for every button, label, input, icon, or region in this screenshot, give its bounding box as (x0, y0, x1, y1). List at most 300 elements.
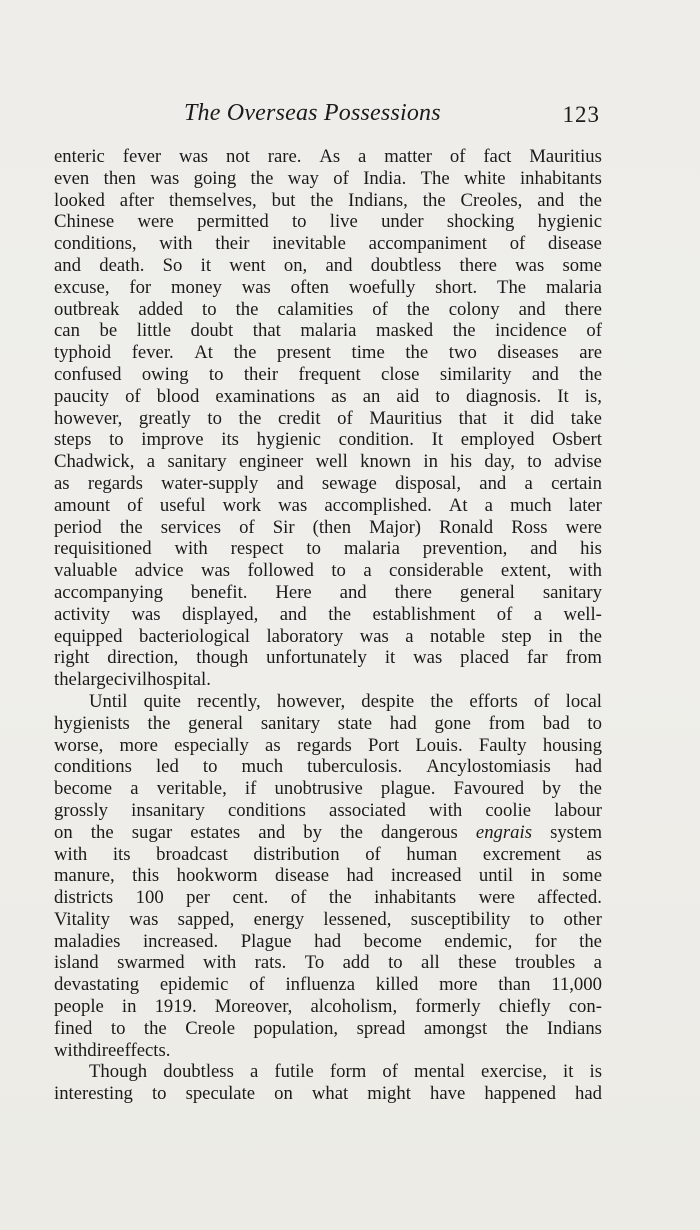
text-word: day, (484, 451, 515, 473)
text-word: Port (368, 734, 400, 756)
text-word: with (174, 538, 208, 560)
text-word: the (233, 342, 257, 364)
text-word: speculate (185, 1083, 256, 1105)
text-word: sugar (131, 821, 173, 843)
text-word: Mauritius (369, 407, 442, 429)
text-word: and (325, 254, 353, 276)
text-word: island (54, 952, 99, 974)
text-word: dangerous (381, 821, 458, 843)
text-word: effects. (116, 1039, 171, 1061)
text-word: confused (54, 363, 122, 385)
text-line (54, 386, 602, 408)
text-word: activity (54, 603, 111, 625)
text-word: from (488, 712, 525, 734)
text-word: then (103, 167, 136, 189)
text-word: is, (584, 385, 602, 407)
text-word: placed (460, 647, 509, 669)
text-word: the (119, 516, 143, 538)
text-word: considerable (389, 560, 484, 582)
text-word: It (431, 429, 444, 451)
text-word: his (450, 451, 473, 473)
text-word: human (406, 843, 458, 865)
text-word: direction, (107, 647, 179, 669)
text-word: a (358, 146, 367, 167)
text-word: the (328, 887, 352, 909)
text-word: unobtrusive (274, 778, 363, 800)
text-word: had (389, 712, 417, 734)
text-word: 11,000 (551, 974, 602, 996)
body-text (54, 146, 602, 1105)
text-word: and (54, 254, 81, 276)
text-word: permitted (197, 211, 269, 233)
text-word: exercise, (481, 1061, 547, 1083)
text-word: and (530, 538, 558, 560)
text-word: bacteriological (138, 625, 250, 647)
text-word: Sir (272, 516, 295, 538)
text-word: especially (174, 734, 249, 756)
text-word: its (112, 843, 131, 865)
text-word: broadcast (156, 843, 228, 865)
text-word: coolie (485, 799, 532, 821)
text-word: masked (376, 320, 434, 342)
text-word: these (458, 952, 497, 974)
text-line (54, 495, 602, 517)
text-word: work (222, 494, 262, 516)
text-word: engineer (238, 451, 304, 473)
text-word: the (54, 669, 77, 691)
running-head (54, 100, 602, 132)
text-word: and (518, 298, 546, 320)
text-word: led (155, 756, 179, 778)
text-word: certain (551, 472, 602, 494)
text-word: to (527, 451, 542, 473)
text-word: aid (396, 385, 420, 407)
text-word: that (252, 320, 281, 342)
text-word: doubtless (163, 1061, 234, 1083)
text-word: to (109, 429, 124, 451)
text-word: formerly (415, 996, 481, 1018)
text-word: a (146, 451, 156, 473)
text-word: a (363, 560, 372, 582)
text-word: the (340, 821, 363, 843)
text-word: was (129, 908, 159, 930)
text-word: epidemic (159, 974, 229, 996)
text-word: diseases (497, 342, 559, 364)
text-word: matter (384, 146, 432, 167)
text-word: white (464, 167, 506, 189)
text-word: it (200, 254, 212, 276)
text-word: with (202, 952, 237, 974)
text-word: added (138, 298, 184, 320)
text-word: system (550, 821, 602, 843)
text-word: the (235, 298, 259, 320)
text-word: the (579, 930, 602, 952)
text-line (54, 211, 602, 233)
text-word: and (276, 472, 304, 494)
text-word: laboratory (266, 625, 344, 647)
text-word: known (360, 451, 412, 473)
text-word: general (459, 581, 515, 603)
text-word: form (329, 1061, 367, 1083)
text-word: greatly (138, 407, 191, 429)
text-word: on (54, 821, 73, 843)
text-word: shocking (446, 211, 515, 233)
text-word: their (215, 233, 250, 255)
text-line (54, 582, 602, 604)
text-word: to (306, 538, 321, 560)
text-word: insanitary (131, 799, 205, 821)
text-word: a (405, 625, 414, 647)
text-line (54, 800, 602, 822)
text-line (54, 626, 602, 648)
text-word: housing (542, 734, 602, 756)
text-word: it (503, 407, 514, 429)
text-word: however, (276, 690, 346, 712)
text-word: malaria (300, 320, 357, 342)
text-word: The (420, 167, 450, 189)
text-word: accomplished. (324, 494, 432, 516)
text-word: troubles (515, 952, 576, 974)
text-word: its (221, 429, 239, 451)
text-line (54, 974, 602, 996)
text-word: condition. (338, 429, 414, 451)
text-line (54, 429, 602, 451)
text-word: the (147, 712, 171, 734)
text-word: excrement (482, 843, 561, 865)
text-word: is (589, 1061, 602, 1083)
text-word: sanitary (542, 581, 602, 603)
text-word: on (274, 1083, 293, 1105)
text-word: present (276, 342, 331, 364)
text-word: to (202, 756, 218, 778)
text-word: of (127, 494, 143, 516)
text-line (54, 255, 602, 277)
text-word: it (384, 647, 396, 669)
text-word: some (562, 254, 602, 276)
text-word: dire (87, 1039, 117, 1061)
text-word: killed (375, 974, 419, 996)
text-line (54, 451, 602, 473)
text-word: valuable (54, 560, 118, 582)
text-word: if (244, 778, 257, 800)
text-word: accompanying (54, 581, 163, 603)
text-word: engrais (475, 821, 532, 843)
text-word: employed (460, 429, 535, 451)
text-word: prevention, (422, 538, 508, 560)
text-word: 1919. (154, 996, 197, 1018)
text-word: sapped, (177, 908, 235, 930)
text-word: was (278, 494, 308, 516)
text-word: At (194, 342, 213, 364)
text-word: far (526, 647, 548, 669)
text-word: conditions, (54, 233, 137, 255)
text-word: that (458, 407, 487, 429)
text-word: energy (253, 908, 305, 930)
text-line (54, 320, 602, 342)
text-word: a (533, 603, 543, 625)
text-word: more (439, 974, 478, 996)
text-word: this (132, 865, 160, 887)
text-word: as (586, 843, 602, 865)
text-word: blood (156, 385, 200, 407)
text-word: to (587, 712, 602, 734)
text-word: the (579, 189, 602, 211)
text-word: death. (99, 254, 145, 276)
text-line (54, 822, 602, 844)
text-word: from (565, 647, 602, 669)
text-word: state (337, 712, 373, 734)
text-word: of (337, 407, 353, 429)
text-word: did (530, 407, 555, 429)
text-word: incidence (495, 320, 567, 342)
text-word: influenza (285, 974, 356, 996)
text-word: distribution (253, 843, 340, 865)
text-word: civil (113, 669, 148, 691)
text-word: accompaniment (368, 233, 487, 255)
text-word: were (478, 887, 515, 909)
text-word: districts (54, 887, 114, 909)
text-word: Mauritius (529, 146, 602, 167)
text-word: general (188, 712, 244, 734)
text-word: their (243, 363, 279, 385)
text-word: by (542, 778, 561, 800)
text-word: hookworm (176, 865, 258, 887)
text-word: the (90, 821, 114, 843)
text-word: calamities (277, 298, 354, 320)
text-word: money (171, 276, 222, 298)
text-line (54, 604, 602, 626)
text-word: paucity (54, 385, 110, 407)
text-line (54, 996, 602, 1018)
text-word: So (162, 254, 183, 276)
text-word: water-supply (161, 472, 259, 494)
text-word: much (241, 756, 284, 778)
text-word: swarmed (117, 952, 185, 974)
text-word: requisitioned (54, 538, 152, 560)
text-word: people (54, 996, 104, 1018)
text-word: woefully (348, 276, 416, 298)
text-word: what (311, 1083, 349, 1105)
text-word: inhabitants (374, 887, 457, 909)
text-word: with (54, 1039, 88, 1061)
text-word: in (548, 625, 563, 647)
text-word: of (586, 320, 602, 342)
text-word: regards (296, 734, 352, 756)
text-word: the (579, 778, 602, 800)
text-word: At (448, 494, 468, 516)
text-word: endemic, (444, 930, 513, 952)
text-word: maladies (54, 930, 121, 952)
text-word: Major) (369, 516, 422, 538)
text-word: frequent (298, 363, 361, 385)
text-word: his (580, 538, 602, 560)
text-word: to (331, 560, 346, 582)
text-word: inhabitants (519, 167, 602, 189)
text-word: the (579, 363, 602, 385)
text-word: to (435, 385, 450, 407)
text-word: advise (554, 451, 602, 473)
text-word: on, (283, 254, 308, 276)
text-word: population, (253, 1017, 339, 1039)
text-word: increased (390, 865, 462, 887)
text-word: Plague (240, 930, 292, 952)
text-word: unfortunately (266, 647, 367, 669)
text-word: for (534, 930, 557, 952)
text-word: much (510, 494, 552, 516)
text-word: in (530, 865, 546, 887)
text-word: a (484, 494, 493, 516)
text-word: advice (134, 560, 184, 582)
text-word: conditions (54, 756, 132, 778)
text-line (54, 146, 602, 168)
text-line (54, 713, 602, 735)
text-word: respect (230, 538, 284, 560)
text-word: with (429, 799, 463, 821)
text-word: well- (563, 603, 602, 625)
text-word: diagnosis. (465, 385, 542, 407)
text-word: of (372, 298, 388, 320)
text-line (54, 364, 602, 386)
text-word: fined (54, 1017, 93, 1039)
text-word: worse, (54, 734, 104, 756)
text-word: outbreak (54, 298, 120, 320)
text-word: some (562, 865, 602, 887)
text-word: were (565, 516, 602, 538)
text-word: Ross (511, 516, 548, 538)
text-word: (then (312, 516, 352, 538)
text-word: of (365, 843, 381, 865)
text-word: increased. (142, 930, 219, 952)
text-word: had (574, 1083, 602, 1105)
text-word: were (137, 211, 174, 233)
text-word: efforts (469, 690, 518, 712)
text-word: in (423, 451, 438, 473)
text-word: and (537, 189, 565, 211)
text-word: It (557, 385, 569, 407)
text-word: benefit. (190, 581, 248, 603)
text-word: bad (542, 712, 570, 734)
text-word: the (310, 189, 334, 211)
text-word: fever. (131, 342, 174, 364)
text-word: under (381, 211, 424, 233)
text-word: malaria (343, 538, 400, 560)
text-word: all (421, 952, 440, 974)
text-word: typhoid (54, 342, 112, 364)
text-word: was (200, 560, 231, 582)
text-word: went (229, 254, 266, 276)
text-word: 100 (135, 887, 164, 909)
text-line (54, 277, 602, 299)
text-word: as (331, 385, 347, 407)
text-word: it (563, 1061, 574, 1083)
text-word: credit (277, 407, 321, 429)
text-word: be (99, 320, 118, 342)
text-word: time (351, 342, 385, 364)
text-word: Vitality (54, 908, 110, 930)
text-line (54, 538, 602, 560)
text-word: can (54, 320, 80, 342)
text-word: Ronald (439, 516, 494, 538)
text-word: going (193, 167, 237, 189)
text-word: gone (434, 712, 471, 734)
text-word: to (208, 363, 224, 385)
text-word: fever (122, 146, 162, 167)
text-word: hospital. (147, 669, 211, 691)
text-line (54, 887, 602, 909)
text-word: have (429, 1083, 466, 1105)
text-word: despite (361, 690, 415, 712)
text-line (54, 756, 602, 778)
text-line (54, 647, 602, 669)
text-word: rats. (254, 952, 287, 974)
text-word: doubtless (370, 254, 442, 276)
text-word: malaria (545, 276, 602, 298)
text-word: amount (54, 494, 111, 516)
text-word: The (497, 276, 527, 298)
text-word: themselves, (168, 189, 257, 211)
text-line (54, 909, 602, 931)
text-word: Ancylostomiasis (426, 756, 551, 778)
text-word: was (413, 647, 443, 669)
text-word: was (515, 254, 545, 276)
text-line (54, 168, 602, 190)
text-word: spread (356, 1017, 406, 1039)
text-word: conditions (228, 799, 306, 821)
text-word: become (54, 778, 113, 800)
text-word: As (319, 146, 341, 167)
text-word: affected. (537, 887, 602, 909)
text-line (54, 517, 602, 539)
text-word: looked (54, 189, 105, 211)
text-word: excuse, (54, 276, 110, 298)
text-line (54, 1018, 602, 1040)
text-word: equipped (54, 625, 123, 647)
text-word: veritable, (156, 778, 227, 800)
text-line (54, 190, 602, 212)
text-word: a (593, 952, 602, 974)
text-word: and (258, 821, 286, 843)
text-word: alcoholism, (310, 996, 398, 1018)
text-word: fact (483, 146, 512, 167)
text-word: an (362, 385, 381, 407)
text-word: mental (414, 1061, 465, 1083)
text-word: To (304, 952, 325, 974)
text-word: chiefly (498, 996, 551, 1018)
text-line (54, 233, 602, 255)
text-word: futile (274, 1061, 314, 1083)
text-word: Chinese (54, 211, 115, 233)
text-word: the (406, 298, 430, 320)
text-word: owing (141, 363, 189, 385)
text-word: followed (247, 560, 314, 582)
text-word: well (315, 451, 348, 473)
text-word: there (564, 298, 602, 320)
text-word: than (498, 974, 531, 996)
text-word: inevitable (272, 233, 346, 255)
text-word: and (479, 472, 507, 494)
text-word: Osbert (552, 429, 602, 451)
text-word: and (339, 581, 367, 603)
text-word: of (533, 690, 550, 712)
text-word: disease (548, 233, 602, 255)
text-word: the (143, 1017, 167, 1039)
text-word: local (565, 690, 602, 712)
text-word: of (382, 1061, 398, 1083)
text-word: disease (275, 865, 329, 887)
text-line (54, 735, 602, 757)
text-word: services (160, 516, 221, 538)
text-word: more (119, 734, 158, 756)
